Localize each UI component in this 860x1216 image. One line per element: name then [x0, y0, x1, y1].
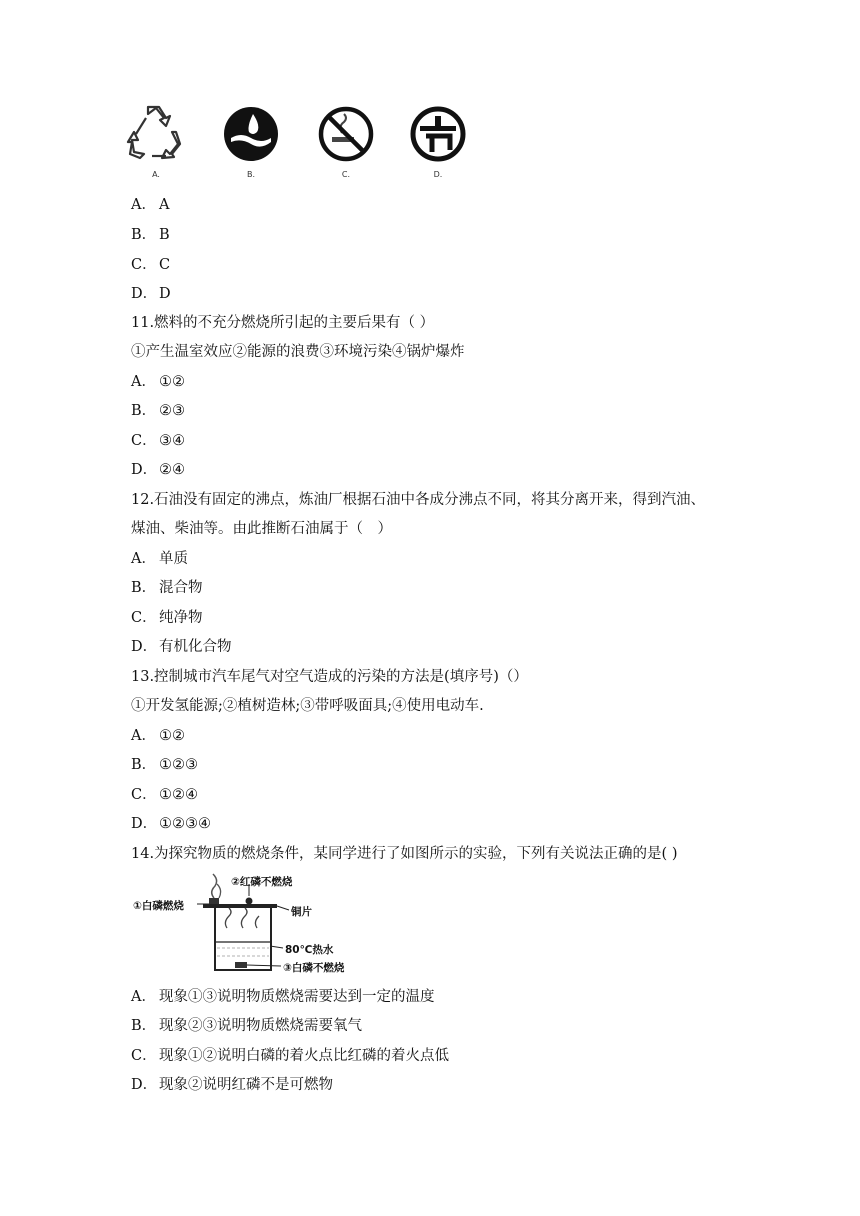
option-text: ②③	[159, 403, 185, 419]
q13-option-a	[131, 724, 185, 745]
option-text: 混合物	[159, 580, 203, 596]
option-letter: D．	[131, 639, 158, 655]
option-text: ①②	[159, 374, 185, 390]
option-letter: B．	[131, 1018, 157, 1034]
q13-option-b	[131, 753, 198, 774]
option-d-symbol	[406, 104, 470, 179]
q14-option-c	[131, 1044, 449, 1065]
q11-option-a	[131, 370, 185, 391]
option-text: 单质	[159, 551, 188, 567]
label-hot-water: 80℃热水	[285, 944, 334, 956]
option-text: C	[159, 257, 171, 273]
option-letter: A．	[131, 551, 156, 567]
option-b-caption: B.	[246, 170, 256, 179]
option-text: ①②④	[159, 787, 198, 803]
option-text: 现象①③说明物质燃烧需要达到一定的温度	[159, 989, 435, 1005]
option-letter: C．	[131, 1048, 157, 1064]
option-letter: C．	[131, 610, 157, 626]
option-letter: D．	[131, 286, 158, 302]
label-copper-sheet: 铜片	[291, 906, 312, 918]
option-a-caption: A.	[152, 170, 160, 179]
q12-stem-line-2: 煤油、柴油等。由此推断石油属于（ ）	[131, 521, 392, 537]
option-text: ①②③	[159, 757, 198, 773]
option-letter: B．	[131, 580, 157, 596]
q12-option-b	[131, 576, 203, 597]
q11-option-c	[131, 429, 185, 450]
option-text: 现象②③说明物质燃烧需要氧气	[159, 1018, 362, 1034]
option-letter: B．	[131, 403, 157, 419]
option-letter: B．	[131, 227, 157, 243]
q13-option-d	[131, 812, 211, 833]
q12-option-d	[131, 635, 232, 656]
option-letter: D．	[131, 462, 158, 478]
option-letter: D．	[131, 816, 158, 832]
option-letter: A．	[131, 989, 156, 1005]
option-d-caption: D.	[433, 170, 443, 179]
q13-option-c	[131, 783, 198, 804]
option-letter: D．	[131, 1077, 158, 1093]
q14-option-a	[131, 985, 435, 1006]
option-letter: A．	[131, 197, 156, 213]
option-c-caption: C.	[341, 170, 351, 179]
label-white-phosphorus-burns: ①白磷燃烧	[133, 900, 184, 912]
q14-option-b	[131, 1014, 362, 1035]
option-letter: C．	[131, 787, 157, 803]
option-text: 现象②说明红磷不是可燃物	[159, 1077, 333, 1093]
no-smoking-icon	[316, 104, 376, 162]
q11-option-d	[131, 458, 185, 479]
option-letter: C．	[131, 433, 157, 449]
option-text: ③④	[159, 433, 185, 449]
option-letter: A．	[131, 374, 156, 390]
recycle-icon	[126, 104, 186, 162]
option-letter: C．	[131, 257, 157, 273]
option-a-symbol	[124, 104, 188, 179]
q12-stem-line-1: 12.石油没有固定的沸点，炼油厂根据石油中各成分沸点不同，将其分离开来，得到汽油、	[131, 492, 706, 508]
option-c-symbol	[314, 104, 378, 179]
option-text: A	[159, 197, 170, 213]
option-text: B	[159, 227, 170, 243]
q12-option-c	[131, 606, 203, 627]
combustion-experiment-figure	[131, 870, 361, 980]
q10-option-c	[131, 253, 170, 274]
q11-items: ①产生温室效应②能源的浪费③环境污染④锅炉爆炸	[131, 344, 465, 360]
water-drop-hand-icon	[221, 104, 281, 162]
q13-stem: 13.控制城市汽车尾气对空气造成的污染的方法是(填序号)（）	[131, 669, 528, 685]
option-text: ①②③④	[159, 816, 211, 832]
energy-saving-icon	[408, 104, 468, 162]
label-white-phosphorus-underwater: ③白磷不燃烧	[283, 962, 345, 974]
option-text: D	[159, 286, 171, 302]
q10-option-d	[131, 282, 171, 303]
q14-option-d	[131, 1073, 333, 1094]
option-text: 现象①②说明白磷的着火点比红磷的着火点低	[159, 1048, 449, 1064]
option-text: ①②	[159, 728, 185, 744]
option-letter: A．	[131, 728, 156, 744]
q14-stem: 14.为探究物质的燃烧条件，某同学进行了如图所示的实验，下列有关说法正确的是( )	[131, 846, 678, 862]
option-text: 有机化合物	[159, 639, 232, 655]
q11-stem: 11.燃料的不充分燃烧所引起的主要后果有（ ）	[131, 315, 435, 331]
symbol-options-row	[124, 104, 484, 186]
q13-items: ①开发氢能源;②植树造林;③带呼吸面具;④使用电动车.	[131, 698, 484, 714]
q11-option-b	[131, 399, 185, 420]
option-text: ②④	[159, 462, 185, 478]
q10-option-a	[131, 193, 169, 214]
option-text: 纯净物	[159, 610, 203, 626]
label-red-phosphorus: ②红磷不燃烧	[231, 876, 293, 888]
option-b-symbol	[219, 104, 283, 179]
q10-option-b	[131, 223, 170, 244]
option-letter: B．	[131, 757, 157, 773]
q12-option-a	[131, 547, 188, 568]
